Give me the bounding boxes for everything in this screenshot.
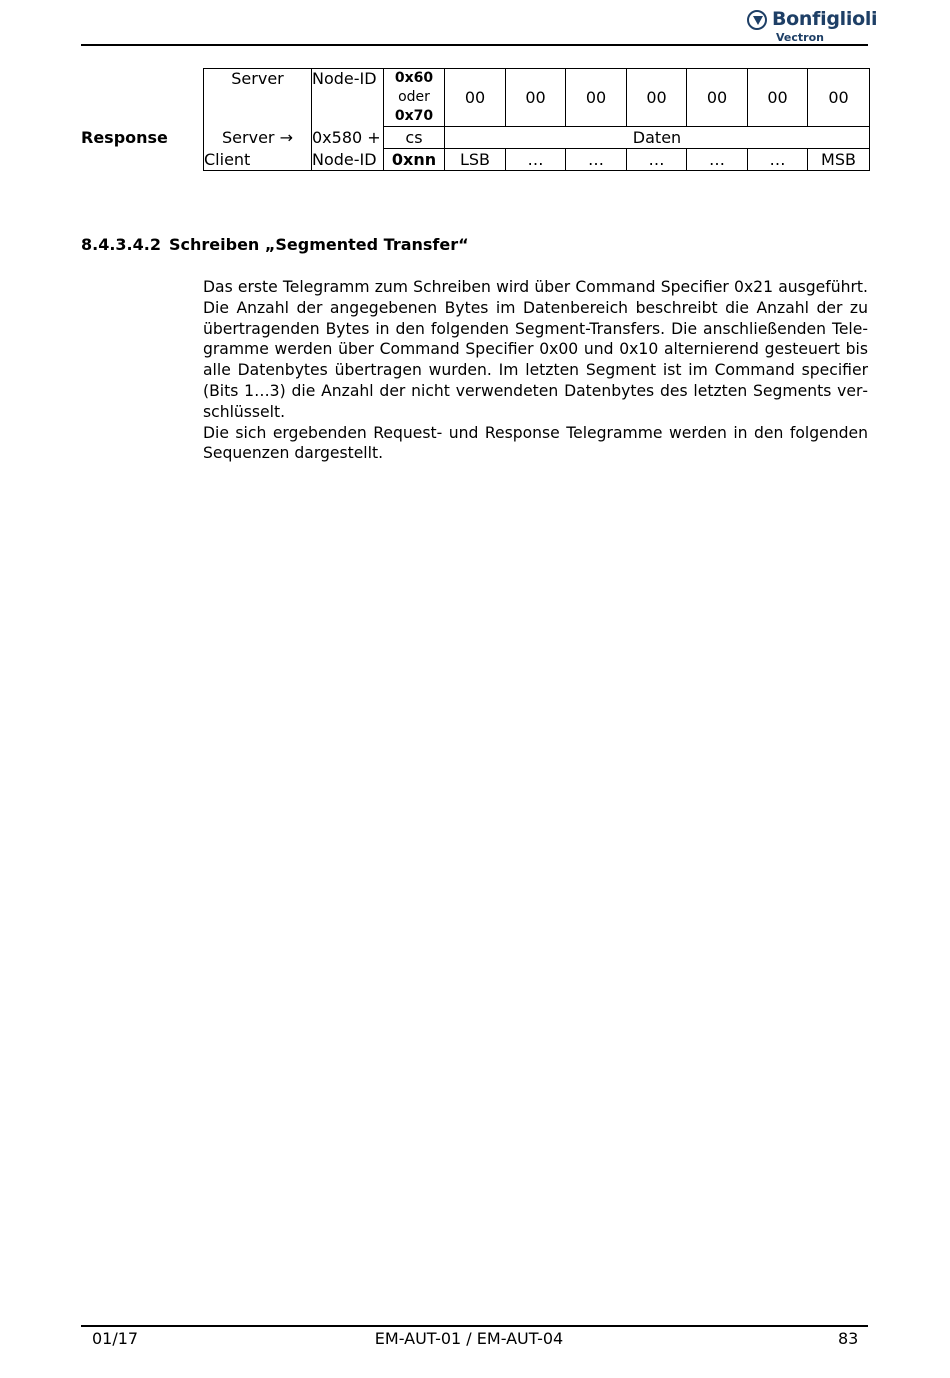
cs-cell: cs xyxy=(384,127,445,149)
paragraph: Die sich ergebenden Request- und Response Telegramme werden in den folgenden Sequenzen dargestellt. xyxy=(203,423,868,463)
section-number: 8.4.3.4.2 xyxy=(81,235,161,254)
data-cell: 00 xyxy=(445,69,506,127)
data-cell: … xyxy=(506,149,566,171)
data-cell: 00 xyxy=(687,69,748,127)
footer-rule xyxy=(81,1325,868,1327)
data-cell: MSB xyxy=(808,149,870,171)
section-heading xyxy=(81,235,469,254)
footer-date: 01/17 xyxy=(92,1329,139,1348)
from-cell: Server → xyxy=(204,127,312,149)
page-number: 83 xyxy=(838,1329,859,1348)
data-cell: 00 xyxy=(808,69,870,127)
cs-cell: 0x60 oder 0x70 xyxy=(384,69,445,127)
body-text xyxy=(203,277,868,464)
table-row xyxy=(204,69,870,127)
data-cell: … xyxy=(566,149,627,171)
response-label: Response xyxy=(81,128,168,147)
cs-cell: 0xnn xyxy=(384,149,445,171)
data-cell: … xyxy=(748,149,808,171)
telegram-table xyxy=(203,68,870,171)
data-cell: 00 xyxy=(566,69,627,127)
data-cell: 00 xyxy=(627,69,687,127)
id-cell: Node-ID xyxy=(312,149,384,171)
data-cell: 00 xyxy=(506,69,566,127)
id-cell: 0x580 + xyxy=(312,127,384,149)
brand-logo xyxy=(745,8,878,46)
footer-doc-id: EM-AUT-01 / EM-AUT-04 xyxy=(374,1329,564,1348)
data-cell: LSB xyxy=(445,149,506,171)
paragraph: Das erste Telegramm zum Schreiben wird über Command Specifier 0x21 ausgeführt. Die Anzahl der angegebenen Bytes im Datenbereich beschreibt die Anzahl der zu übertragenden Bytes in den folgenden Segment-Transfers. Die anschließenden Telegramme werden über Command Specifier 0x00 und 0x10 alternierend gesteuert bis alle Datenbytes übertragen wurden. Im letzten Segment ist im Command specifier (Bits 1…3) die Anzahl der nicht verwendeten Datenbytes des letzten Segments verschlüsselt. xyxy=(203,278,868,421)
id-cell: Node-ID xyxy=(312,69,384,127)
data-cell: … xyxy=(627,149,687,171)
brand-name: Bonfiglioli xyxy=(772,8,878,30)
table-row xyxy=(204,127,870,149)
header-rule xyxy=(81,44,868,46)
bonfiglioli-logo-icon xyxy=(747,10,767,30)
from-cell: Client xyxy=(204,149,312,171)
section-title: Schreiben „Segmented Transfer“ xyxy=(169,235,469,254)
brand-sub: Vectron xyxy=(776,31,824,44)
from-cell: Server xyxy=(204,69,312,127)
data-cell: 00 xyxy=(748,69,808,127)
table-row xyxy=(204,149,870,171)
data-span-cell: Daten xyxy=(445,127,870,149)
data-cell: … xyxy=(687,149,748,171)
